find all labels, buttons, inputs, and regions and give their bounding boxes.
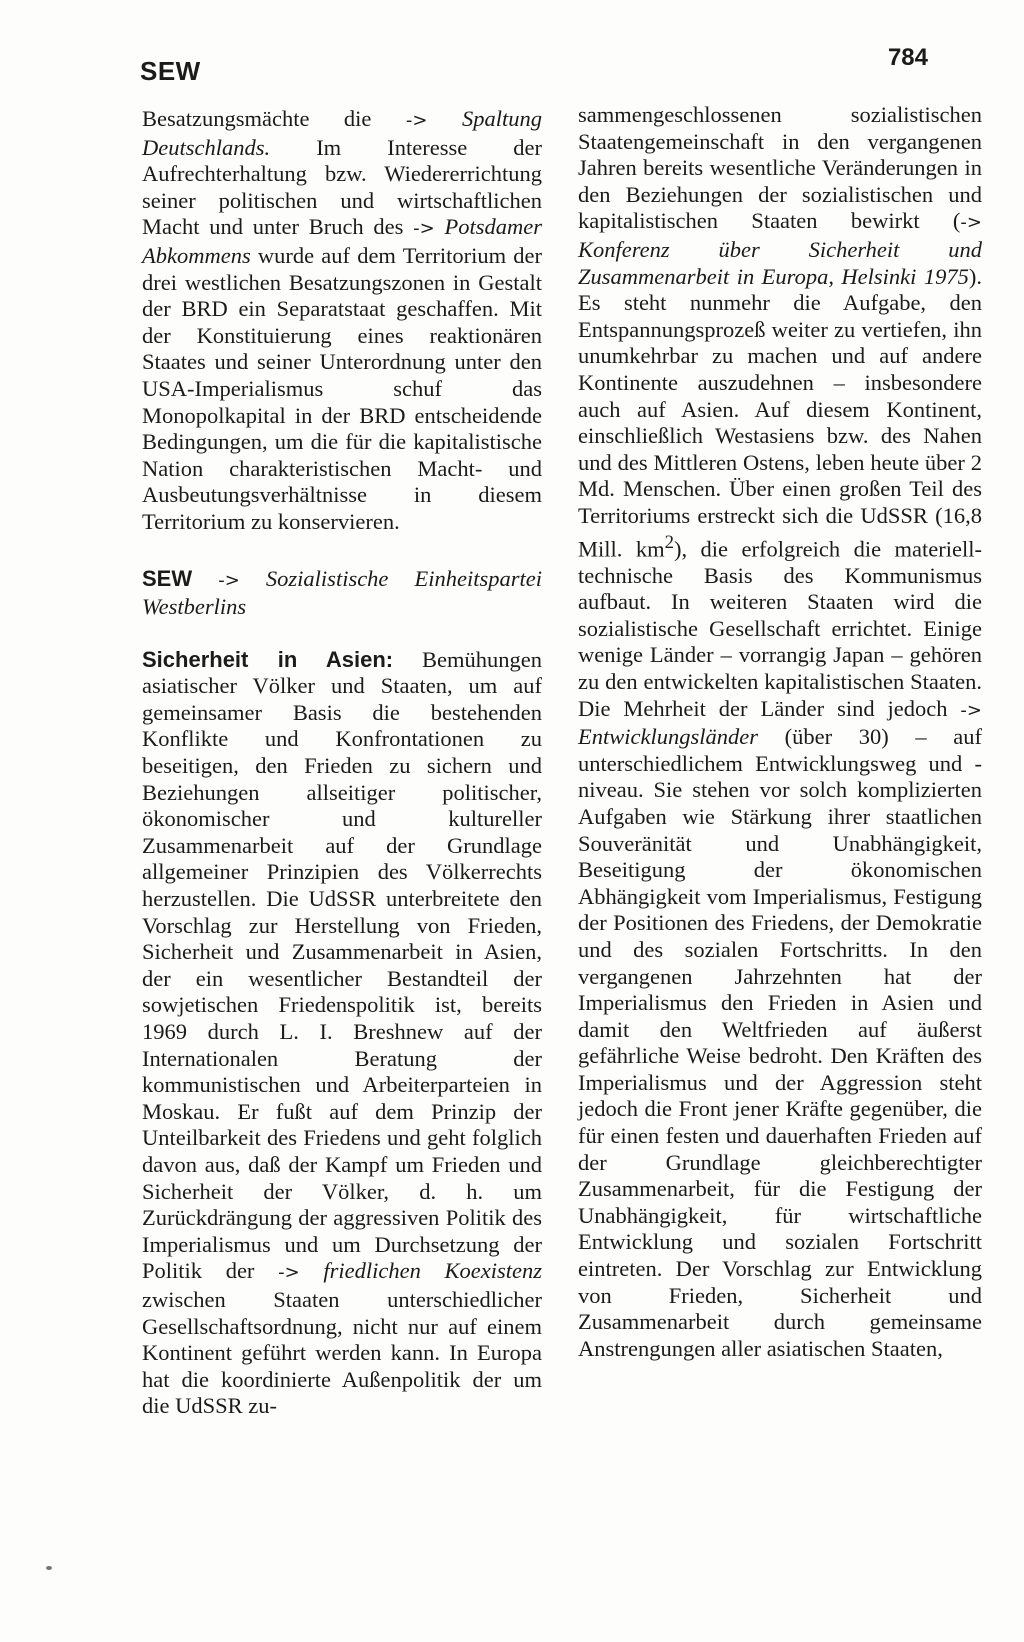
cross-reference[interactable]: Entwicklungsländer (578, 724, 758, 750)
left-column (142, 106, 542, 1420)
spacer (142, 621, 542, 647)
entry-term: Sicherheit in Asien: (142, 646, 394, 672)
text-run: wurde auf dem Territorium der drei westlichen Besatzungszonen in Gestalt der BRD ein Separatstaat geschaffen. Mit der Konstituierung eines reaktionären Staates und seiner Unterordnung unter den USA-Imperialismus schuf das Monopolkapital in der BRD entscheidende Bedingungen, um die für die kapitalistische Nation charakteristischen Macht- und Ausbeutungsverhältnisse in diesem Territorium zu konservieren. (142, 242, 542, 534)
cross-reference-arrow: -> (278, 1262, 300, 1284)
running-head-keyword: SEW (140, 56, 201, 86)
text-run: ). Es steht nunmehr die Aufgabe, den Entspannungsprozeß weiter zu vertiefen, ihn unumkehrbar zu machen und auf andere Kontinente auszudehnen – insbesondere auch auf Asien. Auf diesem Kontinent, einschließlich Westasiens bzw. des Nahen und des Mittleren Ostens, leben heute über 2 Md. Menschen. Über einen großen Teil des Territoriums erstreckt sich die UdSSR (16,8 Mill. km (578, 263, 982, 561)
scan-speck (46, 1566, 52, 1570)
entry-term: SEW (142, 565, 193, 591)
cross-reference[interactable]: Spaltung Deutschlands. (142, 106, 543, 160)
page-number: 784 (887, 44, 928, 71)
entry-continuation (578, 102, 982, 1362)
text-run: sammengeschlossenen sozialistischen Staatengemeinschaft in den vergangenen Jahren bereits wesentliche Veränderungen in den Beziehungen der sozialistischen und kapitalistischen Staaten bewirkt ( (578, 102, 982, 234)
continued-paragraph (142, 106, 542, 536)
cross-reference-arrow: -> (405, 110, 428, 131)
right-column (578, 102, 982, 1362)
text-run: Bemühungen asiatischer Völker und Staaten, um auf gemeinsamer Basis die bestehenden Konflikte und Konfrontationen zu beseitigen, den Frieden zu sichern und Beziehungen allseitiger politischer, ökonomischer und kultureller Zusammenarbeit auf der Grundlage allgemeiner Prinzipien des Völkerrechts herzustellen. Die UdSSR unterbreitete den Vorschlag zur Herstellung von Frieden, Sicherheit und Zusammenarbeit in Asien, der ein wesentlicher Bestandteil der sowjetischen Friedenspolitik ist, bereits 1969 durch L. I. Breshnew auf der Internationalen Beratung der kommunistischen und Arbeiterparteien in Moskau. Er fußt auf dem Prinzip der Unteilbarkeit des Friedens und geht folglich davon aus, daß der Kampf um Frieden und Sicherheit der Völker, d. h. um Zurückdrängung der aggressiven Politik des Imperialismus und um Durchsetzung der Politik der (142, 646, 542, 1284)
cross-reference-arrow: -> (218, 569, 240, 591)
text-run: ), die erfolgreich die materiell-technische Basis des Kommunismus aufbaut. In weiteren Staaten wird die sozialistische Gesellschaft errichtet. Einige wenige Länder – vorrangig Japan – gehören zu den entwickelten kapitalistischen Staaten. Die Mehrheit der Länder sind jedoch (578, 536, 982, 721)
text-run: Im Interesse der Aufrechterhaltung bzw. Wiedererrichtung seiner politischen und wirtschaftlichen Macht und unter Bruch des (142, 134, 542, 240)
cross-reference[interactable]: friedlichen Koexistenz (323, 1258, 543, 1284)
text-run: Besatzungsmächte die (142, 106, 406, 131)
superscript: 2 (664, 531, 674, 553)
entry-sew (142, 566, 542, 621)
cross-reference[interactable]: Sozialistische Einheitspartei Westberlins (142, 565, 543, 620)
cross-reference[interactable]: Potsdamer Abkommens (142, 214, 542, 268)
text-run: zwischen Staaten unterschiedlicher Gesellschaftsordnung, nicht nur auf einem Kontinent geführt werden kann. In Europa hat die koordinierte Außenpolitik der um die UdSSR zu- (142, 1286, 542, 1419)
cross-reference-arrow: -> (413, 218, 435, 240)
text-run: (über 30) – auf unterschiedlichem Entwicklungsweg und -niveau. Sie stehen vor solch komplizierten Aufgaben wie Stärkung ihrer staatlichen Souveränität und Unabhängigkeit, Beseitigung der ökonomischen Abhängigkeit vom Imperialismus, Festigung der Positionen des Friedens, der Demokratie und des sozialen Fortschritts. In den vergangenen Jahrzehnten hat der Imperialismus den Frieden in Asien und damit den Weltfrieden auf äußerst gefährliche Weise bedroht. Den Kräften des Imperialismus und der Aggression steht jedoch die Front jener Kräfte gegenüber, die für einen festen und dauerhaften Frieden auf der Grundlage gleichberechtigter Zusammenarbeit, für die Festigung der Unabhängigkeit, für wirtschaftliche Entwicklung und sozialen Fortschritt eintreten. Der Vorschlag zur Entwicklung von Frieden, Sicherheit und Zusammenarbeit durch gemeinsame Anstrengungen aller asiatischen Staaten, (578, 724, 982, 1361)
entry-sicherheit-in-asien (142, 647, 542, 1420)
cross-reference[interactable]: Konferenz über Sicherheit und Zusammenarbeit in Europa, Helsinki 1975 (578, 236, 982, 289)
cross-reference-arrow: -> (960, 699, 982, 721)
cross-reference-arrow: -> (960, 212, 982, 234)
spacer (142, 536, 542, 566)
